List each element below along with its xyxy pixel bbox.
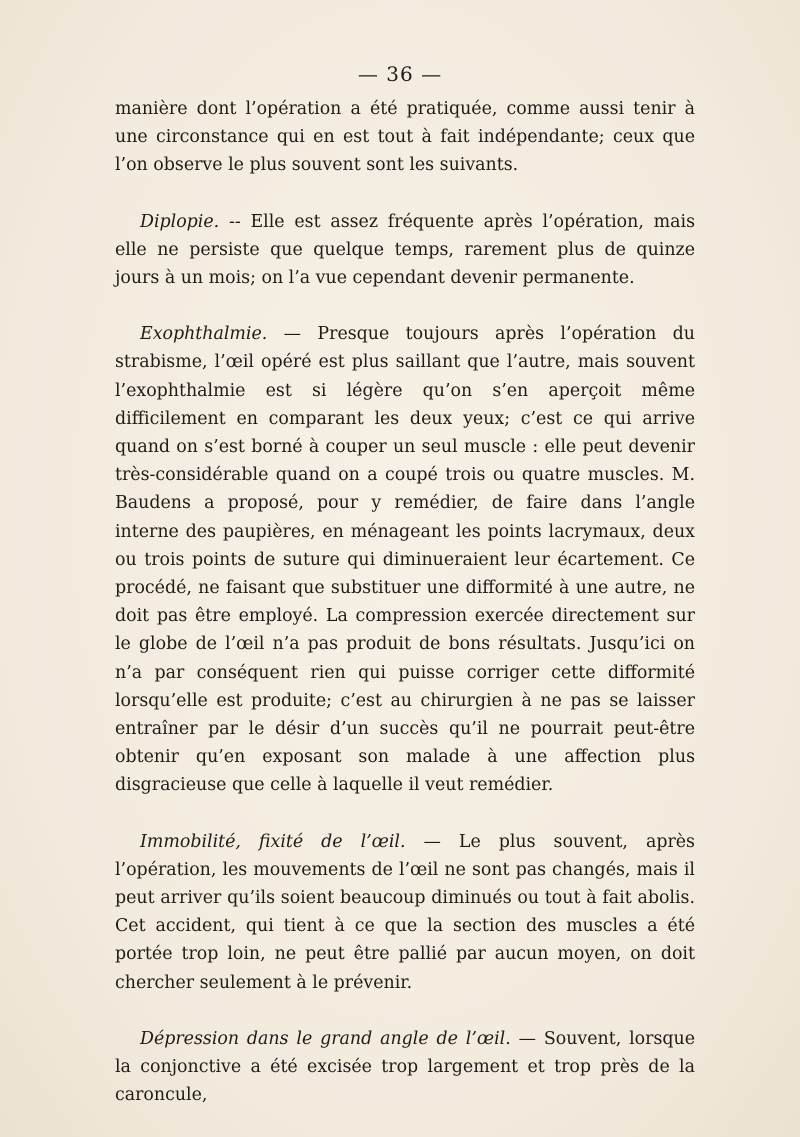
paragraph-diplopie: [115, 208, 695, 293]
paragraph-exophthalmie: [115, 320, 695, 799]
paragraph-text: — Presque toujours après l’opération du strabisme, l’œil opéré est plus saillant que l’autre, mais souvent l’exophthalmie est si légère qu’on s’en aperçoit même difficilement en comparant les deux yeux; c’est ce qui arrive quand on s’est borné à couper un seul muscle : elle peut devenir très-considérable quand on a coupé trois ou quatre muscles. M. Baudens a proposé, pour y remédier, de faire dans l’angle interne des paupières, en ménageant les points lacrymaux, deux ou trois points de suture qui diminueraient leur écartement. Ce procédé, ne faisant que substituer une difformité à une autre, ne doit pas être employé. La compression exercée directement sur le globe de l’œil n’a pas produit de bons résultats. Jusqu’ici on n’a par conséquent rien qui puisse corriger cette difformité lorsqu’elle est produite; c’est au chirurgien à ne pas se laisser entraîner par le désir d’un succès qu’il ne pourrait peut-être obtenir qu’en exposant son malade à une affection plus disgracieuse que celle à laquelle il veut remédier.: [115, 324, 695, 796]
paragraph-heading: Dépression dans le grand angle de l’œil.: [140, 1028, 511, 1049]
paragraph-immobilite: [115, 828, 695, 997]
paragraph-continuation: [115, 95, 695, 180]
paragraph-text: — Le plus souvent, après l’opération, les mouvements de l’œil ne sont pas changés, mais il peut arriver qu’ils soient beaucoup diminués ou tout à fait abolis. Cet accident, qui tient à ce que la section des muscles a été portée trop loin, ne peut être pallié par aucun moyen, on doit chercher seulement à le prévenir.: [115, 831, 695, 993]
paragraph-heading: Exophthalmie.: [140, 324, 268, 345]
paragraph-heading: Diplopie.: [140, 211, 220, 232]
page-number: — 36 —: [357, 62, 443, 86]
paragraph-depression: [115, 1025, 695, 1110]
paragraph-text: manière dont l’opération a été pratiquée, comme aussi tenir à une circonstance qui en est tout à fait indépendante; ceux que l’on observe le plus souvent sont les suivants.: [115, 99, 695, 176]
paragraph-heading: Immobilité, fixité de l’œil.: [140, 831, 406, 852]
paragraph-text: -- Elle est assez fréquente après l’opération, mais elle ne persiste que quelque temps, rarement plus de quinze jours à un mois; on l’a vue cependant devenir permanente.: [115, 211, 695, 289]
body-text: [115, 95, 695, 1110]
paragraph-text: — Souvent, lorsque la conjonctive a été excisée trop largement et trop près de la caroncule,: [115, 1028, 695, 1106]
